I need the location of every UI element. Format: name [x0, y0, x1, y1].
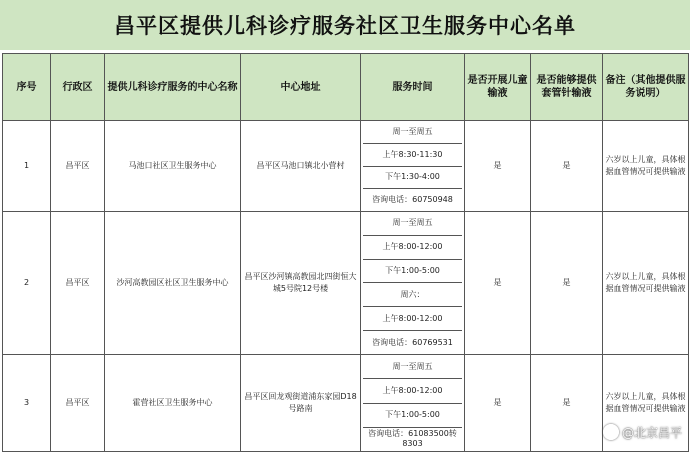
center-list-table	[2, 53, 689, 452]
row-iv-catheter: 是	[531, 121, 603, 212]
header-address: 中心地址	[241, 54, 361, 121]
service-line: 上午8:00-12:00	[363, 236, 462, 260]
row-service-time	[361, 121, 465, 212]
row-remark: 六岁以上儿童，具体根据血管情况可提供输液	[603, 121, 689, 212]
service-line: 周六：	[363, 283, 462, 307]
watermark-text: @北京昌平	[621, 426, 682, 440]
row-remark: 六岁以上儿童，具体根据血管情况可提供输液	[603, 212, 689, 355]
header-remark: 备注（其他提供服务说明）	[603, 54, 689, 121]
header-center-name: 提供儿科诊疗服务的中心名称	[105, 54, 241, 121]
table-row	[3, 212, 689, 355]
row-child-infusion: 是	[465, 121, 531, 212]
row-no: 1	[3, 121, 51, 212]
weibo-watermark	[603, 424, 682, 441]
row-service-time	[361, 212, 465, 355]
header-service-time: 服务时间	[361, 54, 465, 121]
header-child-infusion: 是否开展儿童输液	[465, 54, 531, 121]
service-line: 周一至周五	[363, 121, 462, 144]
header-iv-catheter: 是否能够提供套管针输液	[531, 54, 603, 121]
row-service-time	[361, 355, 465, 452]
row-address: 昌平区沙河镇高教园北四街恒大城5号院12号楼	[241, 212, 361, 355]
service-line: 上午8:00-12:00	[363, 307, 462, 331]
header-district: 行政区	[51, 54, 105, 121]
row-center-name: 霍营社区卫生服务中心	[105, 355, 241, 452]
row-district: 昌平区	[51, 121, 105, 212]
table-row	[3, 121, 689, 212]
row-address: 昌平区马池口镇北小营村	[241, 121, 361, 212]
service-line: 咨询电话：60769531	[372, 337, 453, 347]
weibo-logo-icon	[603, 424, 619, 440]
page-title: 昌平区提供儿科诊疗服务社区卫生服务中心名单	[0, 0, 690, 50]
service-line: 上午8:30-11:30	[363, 144, 462, 167]
service-line: 咨询电话：60750948	[372, 195, 453, 205]
header-row	[3, 54, 689, 121]
service-line: 下午1:00-5:00	[363, 404, 462, 428]
row-child-infusion: 是	[465, 212, 531, 355]
service-line: 咨询电话：61083500转8303	[368, 429, 457, 449]
row-district: 昌平区	[51, 212, 105, 355]
service-line: 下午1:00-5:00	[363, 260, 462, 284]
table-row	[3, 355, 689, 452]
row-address: 昌平区回龙观街道浦东家园D18号路南	[241, 355, 361, 452]
row-district: 昌平区	[51, 355, 105, 452]
row-no: 3	[3, 355, 51, 452]
header-no: 序号	[3, 54, 51, 121]
row-child-infusion: 是	[465, 355, 531, 452]
service-line: 周一至周五	[363, 355, 462, 379]
service-line: 周一至周五	[363, 212, 462, 236]
row-remark: 六岁以上儿童，具体根据血管情况可提供输液	[603, 355, 689, 452]
row-center-name: 马池口社区卫生服务中心	[105, 121, 241, 212]
row-iv-catheter: 是	[531, 355, 603, 452]
service-line: 上午8:00-12:00	[363, 379, 462, 403]
service-line: 下午1:30-4:00	[363, 167, 462, 190]
row-no: 2	[3, 212, 51, 355]
row-iv-catheter: 是	[531, 212, 603, 355]
row-center-name: 沙河高教园区社区卫生服务中心	[105, 212, 241, 355]
